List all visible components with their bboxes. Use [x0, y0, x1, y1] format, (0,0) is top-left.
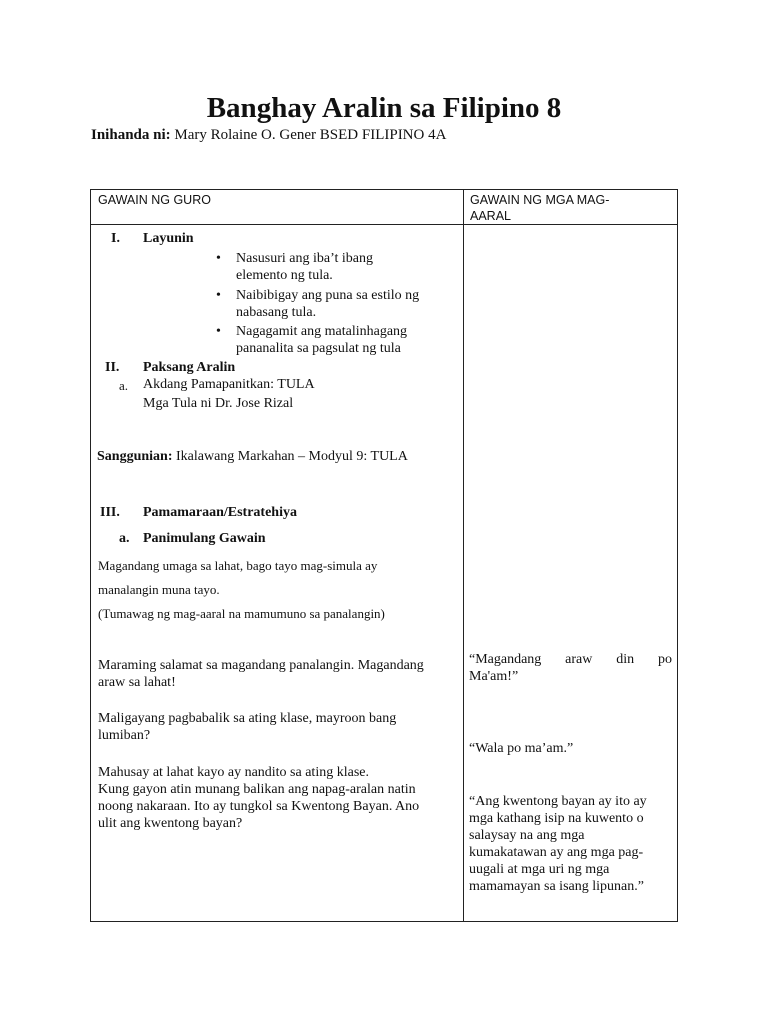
bullet-icon: •: [216, 251, 221, 266]
teacher-review-line1: Mahusay at lahat kayo ay nandito sa ating klase.: [98, 765, 369, 780]
section1-numeral: I.: [111, 231, 120, 246]
prepared-by-value: Mary Rolaine O. Gener BSED FILIPINO 4A: [174, 127, 447, 143]
teacher-review-line3: noong nakaraan. Ito ay tungkol sa Kwentong Bayan. Ano: [98, 799, 420, 814]
section2-heading: Paksang Aralin: [143, 360, 236, 375]
greeting-line3: (Tumawag ng mag-aaral na mamumuno sa panalangin): [98, 606, 385, 621]
section3-sub-heading: Panimulang Gawain: [143, 531, 266, 546]
section2-item-line2: Mga Tula ni Dr. Jose Rizal: [143, 396, 294, 411]
reference-line: [97, 448, 408, 465]
teacher-welcome-line2: lumiban?: [98, 728, 151, 743]
teacher-review-line4: ulit ang kwentong bayan?: [98, 816, 243, 831]
lesson-plan-table: [90, 189, 678, 922]
section1-heading: Layunin: [143, 231, 194, 246]
teacher-welcome-line1: Maligayang pagbabalik sa ating klase, mayroon bang: [98, 711, 397, 726]
student-reply3-line4: kumakatawan ay ang mga pag-: [469, 845, 644, 860]
student-reply1-line2: Ma'am!”: [469, 669, 519, 684]
student-reply3-line2: mga kathang isip na kuwento o: [469, 811, 644, 826]
header-teacher-activities: GAWAIN NG GURO: [98, 193, 211, 207]
student-reply3-line5: uugali at mga uri ng mga: [469, 862, 610, 877]
section3-sub-letter: a.: [119, 531, 130, 546]
student-reply3-line6: mamamayan sa isang lipunan.”: [469, 879, 644, 894]
section3-numeral: III.: [100, 505, 120, 520]
section2-item-line1: Akdang Pamapanitkan: TULA: [143, 377, 315, 392]
greeting-line2: manalangin muna tayo.: [98, 582, 220, 597]
student-reply1-line1: “Magandang araw din po: [469, 652, 672, 667]
section2-item-letter: a.: [119, 378, 129, 393]
teacher-review-line2: Kung gayon atin munang balikan ang napag-aralan natin: [98, 782, 416, 797]
student-reply2: “Wala po ma’am.”: [469, 741, 574, 756]
header-divider: [91, 224, 677, 225]
section2-numeral: II.: [105, 360, 120, 375]
header-student-activities-line2: AARAL: [470, 209, 511, 223]
bullet-icon: •: [216, 288, 221, 303]
column-divider: [463, 190, 464, 921]
prepared-by-line: [91, 127, 446, 144]
student-reply3-line1: “Ang kwentong bayan ay ito ay: [469, 794, 647, 809]
reference-value: Ikalawang Markahan – Modyul 9: TULA: [175, 449, 408, 464]
objective-1: Nasusuri ang iba’t ibang elemento ng tula.: [236, 251, 373, 283]
document-title: Banghay Aralin sa Filipino 8: [206, 92, 562, 124]
prepared-by-label: Inihanda ni:: [91, 127, 171, 143]
objective-2: Naibibigay ang puna sa estilo ng nabasang tula.: [236, 288, 420, 320]
header-student-activities-line1: GAWAIN NG MGA MAG-: [470, 193, 610, 207]
greeting-line1: Magandang umaga sa lahat, bago tayo mag-simula ay: [98, 558, 378, 573]
section3-heading: Pamamaraan/Estratehiya: [143, 505, 297, 520]
objective-3: Nagagamit ang matalinhagang pananalita sa pagsulat ng tula: [236, 324, 408, 356]
teacher-thanks-line1: Maraming salamat sa magandang panalangin. Magandang: [98, 658, 424, 673]
teacher-thanks-line2: araw sa lahat!: [98, 675, 176, 690]
bullet-icon: •: [216, 324, 221, 339]
reference-label: Sanggunian:: [97, 449, 173, 464]
student-reply3-line3: salaysay na ang mga: [469, 828, 585, 843]
